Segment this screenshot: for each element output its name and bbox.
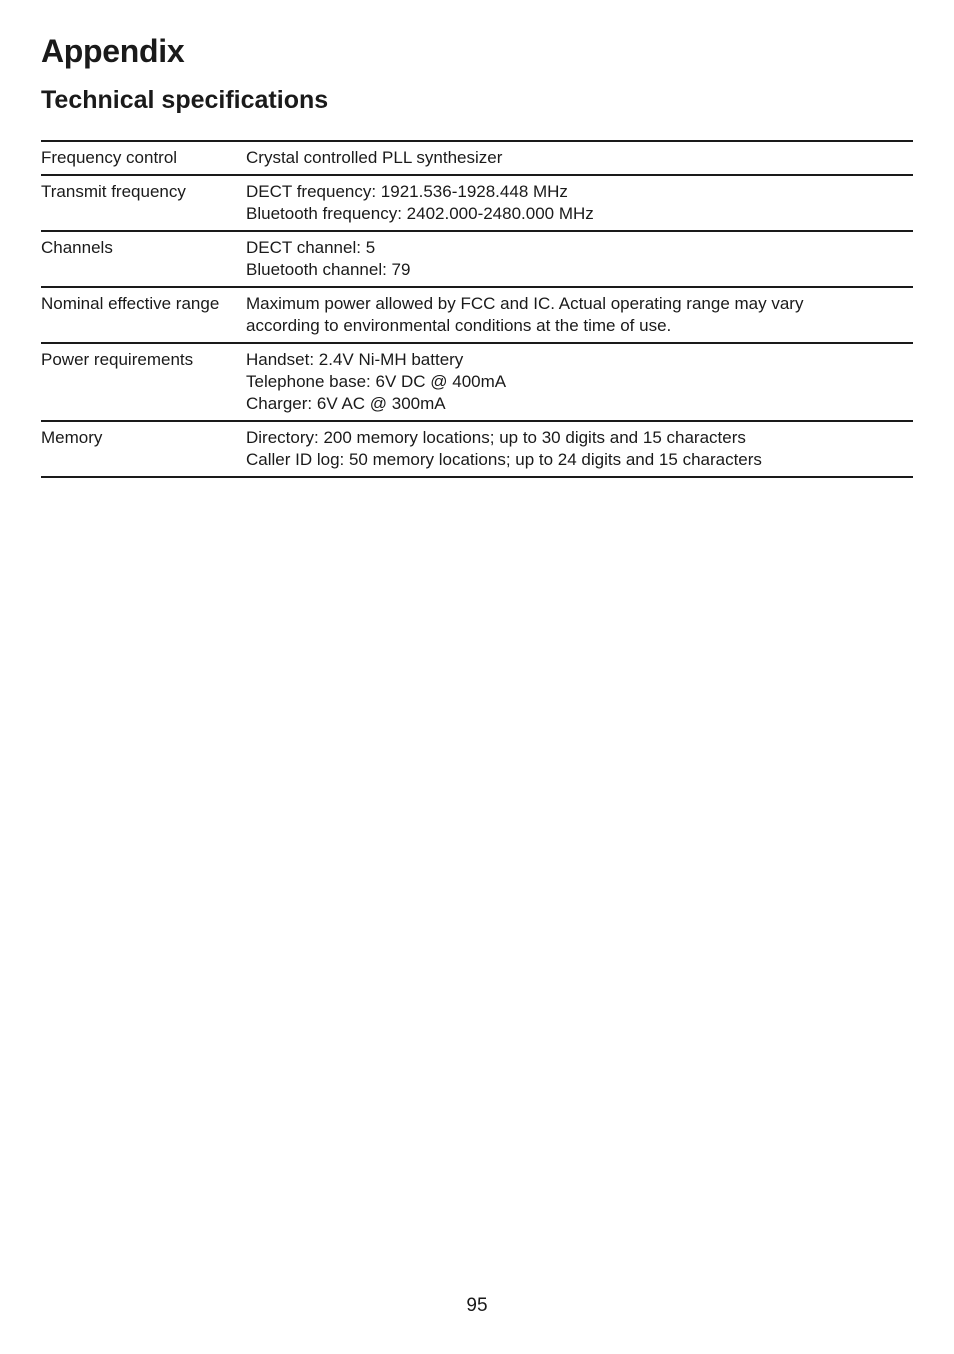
spec-value-line: Bluetooth channel: 79: [246, 260, 411, 279]
spec-value: [246, 343, 913, 421]
spec-value-line: Directory: 200 memory locations; up to 30 digits and 15 characters: [246, 428, 746, 447]
table-row: [41, 141, 913, 175]
table-row: [41, 231, 913, 287]
spec-value: [246, 421, 913, 477]
table-row: [41, 343, 913, 421]
spec-value-line: Maximum power allowed by FCC and IC. Actual operating range may vary: [246, 294, 804, 313]
spec-label: Nominal effective range: [41, 294, 220, 313]
spec-value-line: Crystal controlled PLL synthesizer: [246, 148, 503, 167]
spec-value: [246, 141, 913, 175]
table-row: [41, 421, 913, 477]
section-title: Technical specifications: [41, 86, 329, 114]
spec-value-line: Caller ID log: 50 memory locations; up to 24 digits and 15 characters: [246, 450, 762, 469]
spec-value: [246, 175, 913, 231]
spec-value-line: according to environmental conditions at the time of use.: [246, 316, 672, 335]
page-number: 95: [466, 1295, 488, 1316]
spec-value: [246, 231, 913, 287]
spec-label: Channels: [41, 238, 113, 257]
page-title: Appendix: [41, 33, 185, 69]
spec-label: Power requirements: [41, 350, 194, 369]
spec-table: [41, 140, 913, 478]
spec-value-line: DECT frequency: 1921.536-1928.448 MHz: [246, 182, 568, 201]
spec-label: Frequency control: [41, 148, 178, 167]
table-row: [41, 287, 913, 343]
spec-value-line: DECT channel: 5: [246, 238, 376, 257]
spec-value-line: Handset: 2.4V Ni-MH battery: [246, 350, 464, 369]
spec-value: [246, 287, 913, 343]
table-row: [41, 175, 913, 231]
spec-value-line: Charger: 6V AC @ 300mA: [246, 394, 446, 413]
spec-value-line: Bluetooth frequency: 2402.000-2480.000 MHz: [246, 204, 594, 223]
spec-value-line: Telephone base: 6V DC @ 400mA: [246, 372, 507, 391]
spec-label: Memory: [41, 428, 103, 447]
spec-label: Transmit frequency: [41, 182, 186, 201]
